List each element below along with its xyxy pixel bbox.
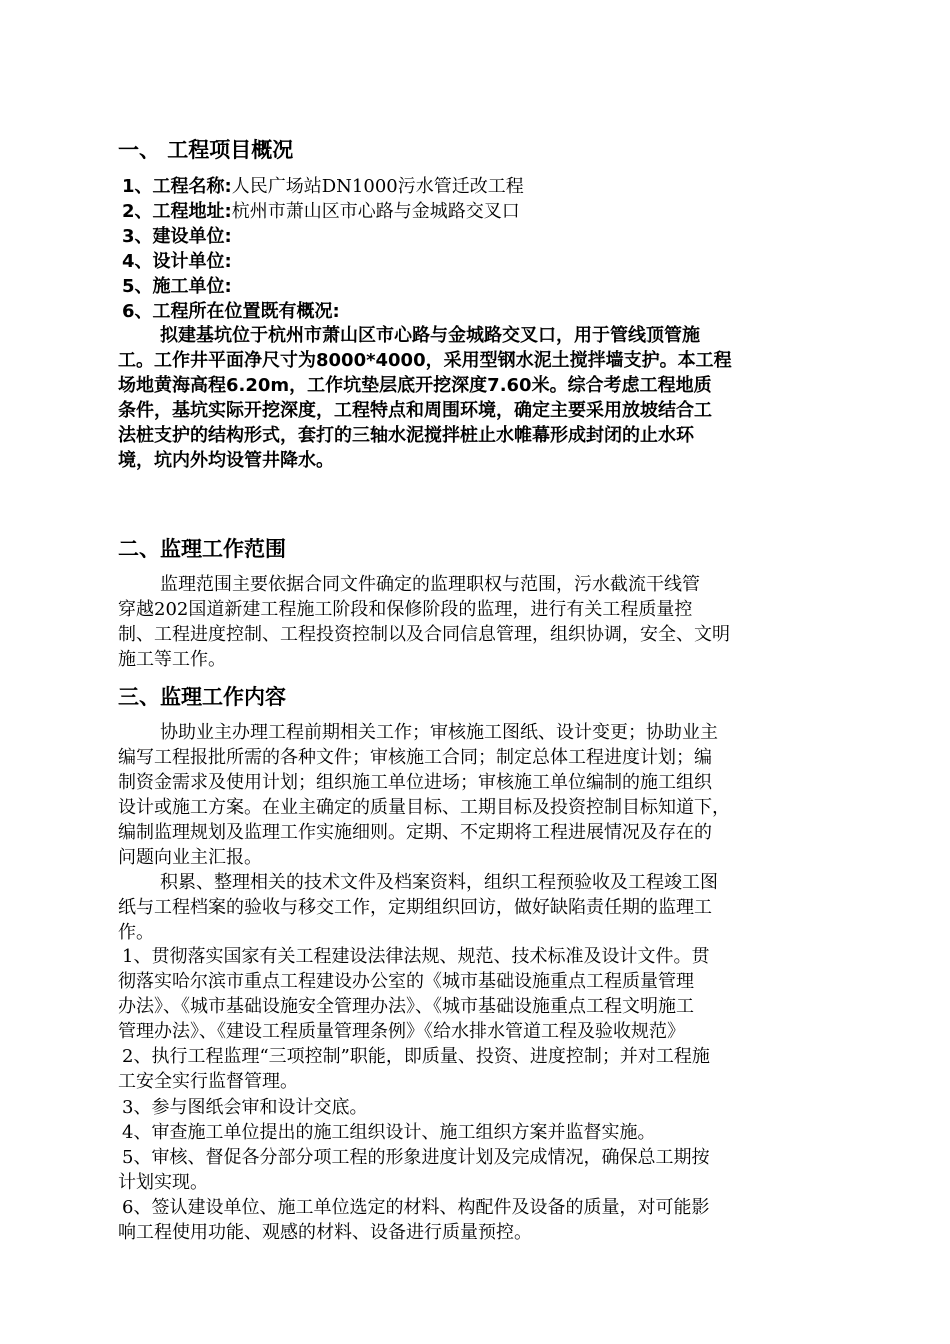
paragraph-line: 4、审查施工单位提出的施工组织设计、施工组织方案并监督实施。	[122, 1122, 656, 1143]
paragraph-line: 作。	[118, 922, 154, 943]
list-item: 1、工程名称:人民广场站DN1000污水管迁改工程	[122, 176, 524, 197]
section-title-content: 三、监理工作内容	[118, 685, 286, 709]
paragraph-line: 5、审核、督促各分部分项工程的形象进度计划及完成情况，确保总工期按	[122, 1147, 710, 1168]
paragraph-line: 穿越202国道新建工程施工阶段和保修阶段的监理，进行有关工程质量控	[118, 599, 693, 620]
paragraph-line: 办法》、《城市基础设施安全管理办法》、《城市基础设施重点工程文明施工	[118, 996, 694, 1017]
paragraph-line: 响工程使用功能、观感的材料、设备进行质量预控。	[118, 1222, 532, 1243]
section-title-scope: 二、监理工作范围	[118, 537, 286, 561]
paragraph-line: 6、签认建设单位、施工单位选定的材料、构配件及设备的质量，对可能影	[122, 1197, 710, 1218]
paragraph-line: 工安全实行监督管理。	[118, 1071, 298, 1092]
paragraph-line: 纸与工程档案的验收与移交工作，定期组织回访，做好缺陷责任期的监理工	[118, 897, 712, 918]
paragraph-line: 拟建基坑位于杭州市萧山区市心路与金城路交叉口，用于管线顶管施	[160, 325, 700, 346]
paragraph-line: 设计或施工方案。在业主确定的质量目标、工期目标及投资控制目标知道下，	[118, 797, 730, 818]
paragraph-line: 彻落实哈尔滨市重点工程建设办公室的《城市基础设施重点工程质量管理	[118, 971, 694, 992]
paragraph-line: 3、参与图纸会审和设计交底。	[122, 1097, 368, 1118]
paragraph-line: 施工等工作。	[118, 649, 226, 670]
list-item: 4、设计单位:	[122, 251, 232, 272]
paragraph-line: 编制监理规划及监理工作实施细则。定期、不定期将工程进展情况及存在的	[118, 822, 712, 843]
paragraph-line: 编写工程报批所需的各种文件；审核施工合同；制定总体工程进度计划；编	[118, 747, 712, 768]
paragraph-line: 境，坑内外均设管井降水。	[118, 450, 334, 471]
paragraph-line: 条件，基坑实际开挖深度，工程特点和周围环境，确定主要采用放坡结合工	[118, 400, 712, 421]
paragraph-line: 监理范围主要依据合同文件确定的监理职权与范围，污水截流干线管	[160, 574, 700, 595]
paragraph-line: 管理办法》、《建设工程质量管理条例》《给水排水管道工程及验收规范》	[118, 1021, 685, 1042]
paragraph-line: 工。工作井平面净尺寸为8000*4000，采用型钢水泥土搅拌墙支护。本工程	[118, 350, 732, 371]
paragraph-line: 问题向业主汇报。	[118, 847, 262, 868]
list-item: 5、施工单位:	[122, 276, 232, 297]
paragraph-line: 制资金需求及使用计划；组织施工单位进场；审核施工单位编制的施工组织	[118, 772, 712, 793]
paragraph-line: 1、贯彻落实国家有关工程建设法律法规、规范、技术标准及设计文件。贯	[122, 946, 710, 967]
paragraph-line: 计划实现。	[118, 1172, 208, 1193]
paragraph-line: 协助业主办理工程前期相关工作；审核施工图纸、设计变更；协助业主	[160, 722, 718, 743]
section-title-overview: 一、 工程项目概况	[118, 138, 294, 162]
list-item: 6、工程所在位置既有概况:	[122, 301, 340, 322]
list-item: 2、工程地址:杭州市萧山区市心路与金城路交叉口	[122, 201, 520, 222]
paragraph-line: 制、工程进度控制、工程投资控制以及合同信息管理，组织协调，安全、文明	[118, 624, 730, 645]
paragraph-line: 场地黄海高程6.20m，工作坑垫层底开挖深度7.60米。综合考虑工程地质	[118, 375, 712, 396]
paragraph-line: 2、执行工程监理“三项控制”职能，即质量、投资、进度控制；并对工程施	[122, 1046, 710, 1067]
paragraph-line: 法桩支护的结构形式，套打的三轴水泥搅拌桩止水帷幕形成封闭的止水环	[118, 425, 694, 446]
paragraph-line: 积累、整理相关的技术文件及档案资料，组织工程预验收及工程竣工图	[160, 872, 718, 893]
list-item: 3、建设单位:	[122, 226, 232, 247]
